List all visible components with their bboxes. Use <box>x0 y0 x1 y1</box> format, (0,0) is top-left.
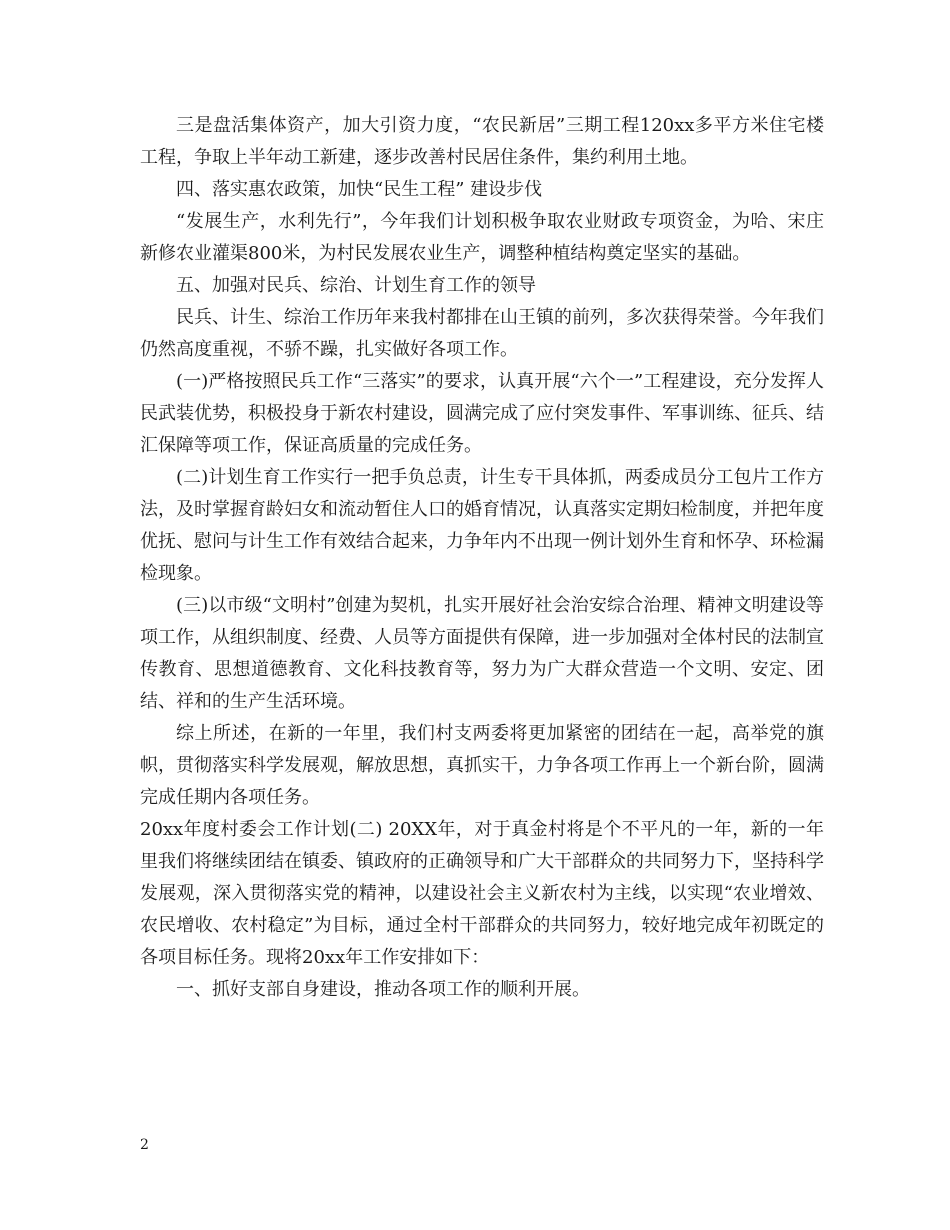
document-body <box>140 110 824 1006</box>
paragraph: 五、加强对民兵、综治、计划生育工作的领导 <box>176 275 536 296</box>
paragraph: (三)以市级“文明村”创建为契机，扎实开展好社会治安综合治理、精神文明建设等项工作，从组织制度、经费、人员等方面提供有保障，进一步加强对全体村民的法制宣传教育、思想道德教育、文化科技教育等，努力为广大群众营造一个文明、安定、团结、祥和的生产生活环境。 <box>140 595 824 712</box>
page-number: 2 <box>140 1137 149 1153</box>
paragraph: 三是盘活集体资产，加大引资力度，“农民新居”三期工程120xx多平方米住宅楼工程，争取上半年动工新建，逐步改善村民居住条件，集约利用土地。 <box>140 115 824 168</box>
paragraph: “发展生产，水利先行”，今年我们计划积极争取农业财政专项资金，为哈、宋庄新修农业灌渠800米，为村民发展农业生产，调整种植结构奠定坚实的基础。 <box>140 211 824 264</box>
paragraph: (一)严格按照民兵工作“三落实”的要求，认真开展“六个一”工程建设，充分发挥人民武装优势，积极投身于新农村建设，圆满完成了应付突发事件、军事训练、征兵、结汇保障等项工作，保证高质量的完成任务。 <box>140 371 824 456</box>
paragraph: 20xx年度村委会工作计划(二) 20XX年，对于真金村将是个不平凡的一年，新的一年里我们将继续团结在镇委、镇政府的正确领导和广大干部群众的共同努力下，坚持科学发展观，深入贯彻落实党的精神，以建设社会主义新农村为主线，以实现“农业增效、农民增收、农村稳定”为目标，通过全村干部群众的共同努力，较好地完成年初既定的各项目标任务。现将20xx年工作安排如下： <box>140 819 824 968</box>
paragraph: 综上所述，在新的一年里，我们村支两委将更加紧密的团结在一起，高举党的旗帜，贯彻落实科学发展观，解放思想，真抓实干，力争各项工作再上一个新台阶，圆满完成任期内各项任务。 <box>140 723 824 808</box>
paragraph: 四、落实惠农政策，加快“民生工程” 建设步伐 <box>176 179 543 200</box>
paragraph: 一、抓好支部自身建设，推动各项工作的顺利开展。 <box>176 979 590 1000</box>
paragraph: 民兵、计生、综治工作历年来我村都排在山王镇的前列，多次获得荣誉。今年我们仍然高度重视，不骄不躁，扎实做好各项工作。 <box>140 307 824 360</box>
paragraph: (二)计划生育工作实行一把手负总责，计生专干具体抓，两委成员分工包片工作方法，及时掌握育龄妇女和流动暂住人口的婚育情况，认真落实定期妇检制度，并把年度优抚、慰问与计生工作有效结合起来，力争年内不出现一例计划外生育和怀孕、环检漏检现象。 <box>140 467 824 584</box>
